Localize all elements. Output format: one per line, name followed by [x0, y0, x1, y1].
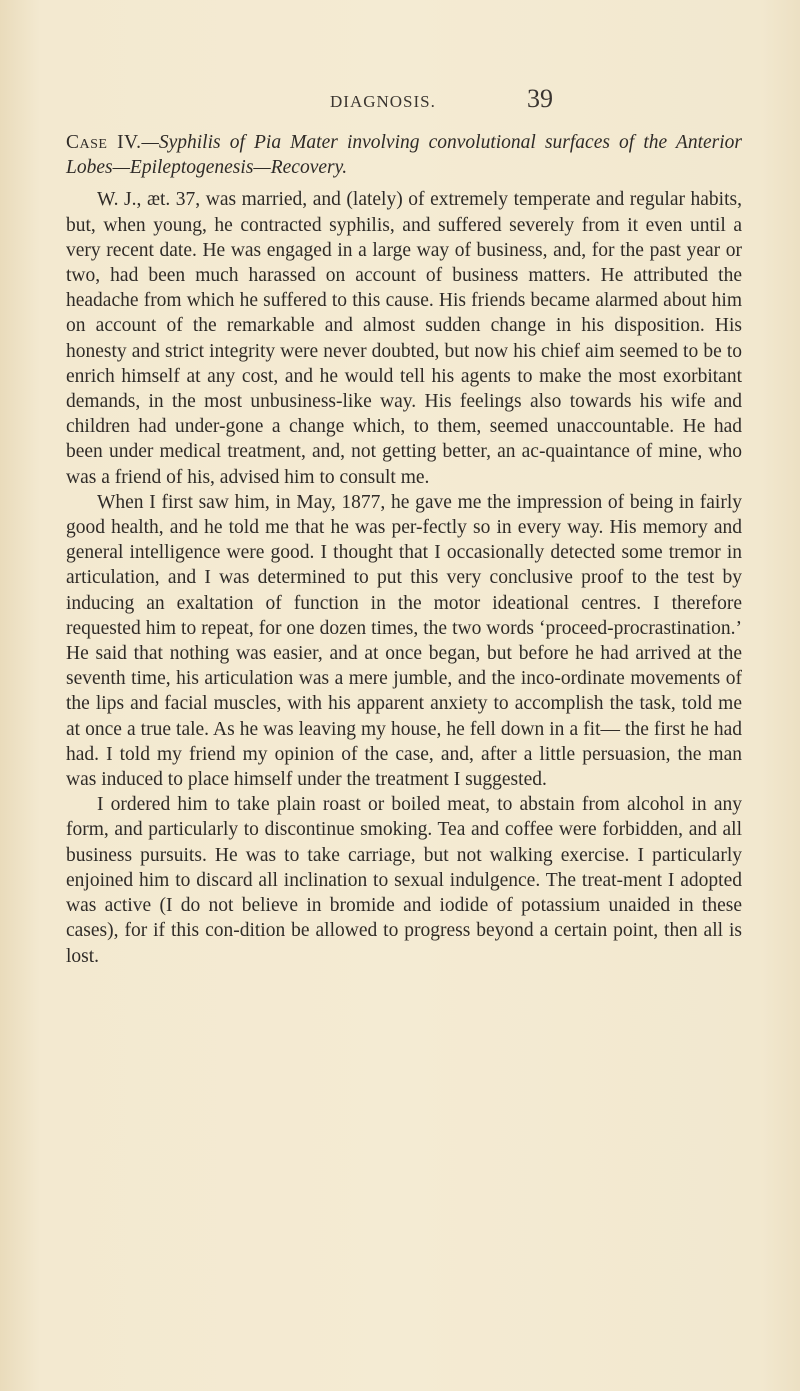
case-label: Case IV.	[66, 132, 142, 153]
paragraph-2: When I first saw him, in May, 1877, he gave me the impression of being in fairly good health, and he told me that he was per-fectly so in every way. His memory and general intelligence were good. I thought that I occasionally detected some tremor in articulation, and I was determined to put this very conclusive proof to the test by inducing an exaltation of function in the motor ideational centres. I therefore requested him to repeat, for one dozen times, the two words ‘proceed-procrastination.’ He said that nothing was easier, and at once began, but before he had arrived at the seventh time, his articulation was a mere jumble, and the inco-ordinate movements of the lips and facial muscles, with his apparent anxiety to accomplish the task, told me at once a true tale. As he was leaving my house, he fell down in a fit— the first he had had. I told my friend my opinion of the case, and, after a little persuasion, the man was induced to place himself under the treatment I suggested.	[66, 491, 742, 791]
page-header	[330, 84, 750, 124]
case-title: —Syphilis of Pia Mater involving convolutional surfaces of the Anterior Lobes—Epileptogenesis—Recovery.	[66, 132, 742, 179]
page-number: 39	[527, 84, 553, 113]
case-heading	[66, 130, 742, 180]
body-text	[66, 130, 742, 969]
paragraph-3: I ordered him to take plain roast or boiled meat, to abstain from alcohol in any form, and particularly to discontinue smoking. Tea and coffee were forbidden, and all business pursuits. He was to take carriage, but not walking exercise. I particularly enjoined him to discard all inclination to sexual indulgence. The treat-ment I adopted was active (I do not believe in bromide and iodide of potassium unaided in these cases), for if this con-dition be allowed to progress beyond a certain point, then all is lost.	[66, 794, 742, 967]
running-head: DIAGNOSIS.	[330, 92, 436, 111]
paragraph-1: W. J., æt. 37, was married, and (lately) of extremely temperate and regular habits, but, when young, he contracted syphilis, and suffered severely from it even until a very recent date. He was engaged in a large way of business, and, for the past year or two, had been much harassed on account of business matters. He attributed the headache from which he suffered to this cause. His friends became alarmed about him on account of the remarkable and almost sudden change in his disposition. His honesty and strict integrity were never doubted, but now his chief aim seemed to be to enrich himself at any cost, and he would tell his agents to make the most exorbitant demands, in the most unbusiness-like way. His feelings also towards his wife and children had under-gone a change which, to them, seemed unaccountable. He had been under medical treatment, and, not getting better, an ac-quaintance of mine, who was a friend of his, advised him to consult me.	[66, 189, 742, 488]
